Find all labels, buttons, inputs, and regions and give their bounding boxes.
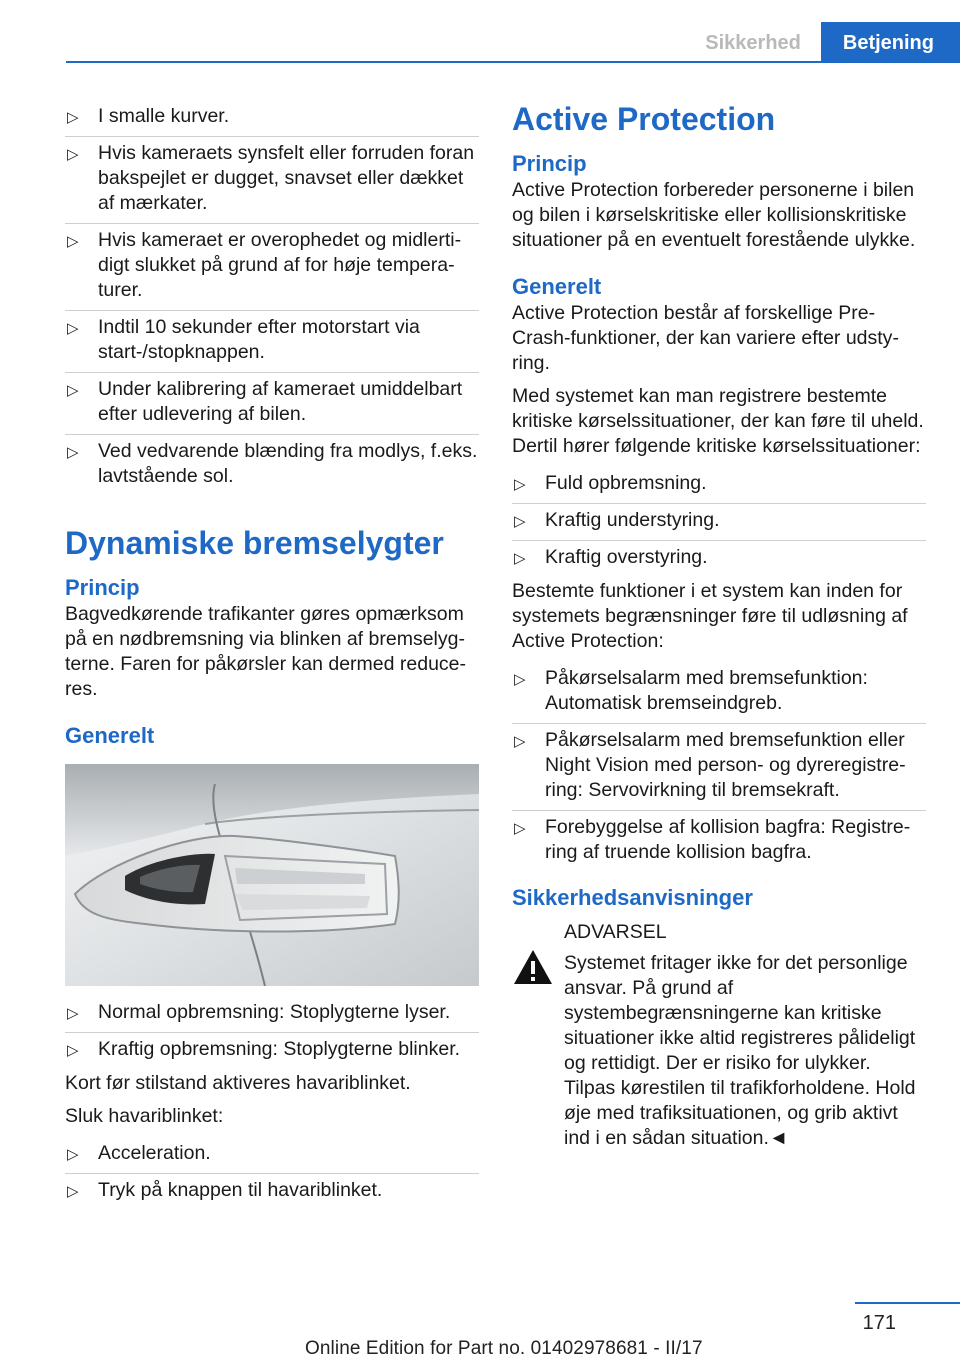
warning-block [512,920,926,1151]
brake-behavior-list [65,996,479,1069]
warning-triangle-icon [512,948,554,986]
princip-text: Active Protection forbereder personerne i bilen og bilen i kørselskritiske eller kollisionskritiske situationer på en eventuelt forestående ulykke. [512,179,916,251]
page-number: 171 [862,1312,896,1334]
heading-princip: Princip [65,575,140,600]
bullet-triangle-icon: ▷ [67,1183,79,1200]
warning-title: ADVARSEL [564,921,667,943]
bullet-triangle-icon: ▷ [67,146,79,163]
heading-princip: Princip [512,151,587,176]
edition-line: Online Edition for Part no. 01402978681 - II/17 [305,1338,703,1359]
bullet-triangle-icon: ▷ [514,476,526,493]
generelt-text-2: Med systemet kan man registrere bestemte kritiske kørselssituationer, der kan føre til uheld. Dertil hører følgende kritiske kørselssituationer: [512,385,924,457]
bullet-triangle-icon: ▷ [514,733,526,750]
list-item: ▷ Indtil 10 sekunder efter motorstart via start-/stopknappen. [65,310,479,372]
list-item: ▷ Hvis kameraets synsfelt eller forruden foran bakspejlet er dugget, snavset eller dækket af mærkater. [65,136,479,223]
list-item: ▷ Hvis kameraet er overophedet og midlertidigt slukket på grund af for høje temperaturer. [65,223,479,310]
list-item: ▷ Acceleration. [65,1137,479,1173]
bullet-triangle-icon: ▷ [67,109,79,126]
bullet-triangle-icon: ▷ [67,233,79,250]
left-column [65,100,479,1212]
heading-generelt: Generelt [512,274,602,299]
heading-generelt: Generelt [65,723,155,748]
page-header [685,22,960,62]
functions-text: Bestemte funktioner i et system kan inden for systemets begrænsninger føre til udløsning af Active Protection: [512,580,908,652]
list-item: ▷ Kraftig overstyring. [512,540,926,577]
list-item: ▷ Ved vedvarende blænding fra modlys, f.eks. lavtstående sol. [65,434,479,496]
list-item: ▷ Under kalibrering af kameraet umiddelbart efter udlevering af bilen. [65,372,479,434]
header-divider [66,61,960,63]
bullet-triangle-icon: ▷ [514,671,526,688]
section-title-dynamic-brake-lights: Dynamiske bremselygter [65,525,444,561]
right-column [512,100,926,1151]
list-item: ▷ Forebyggelse af kollision bagfra: Registrering af truende kollision bagfra. [512,810,926,872]
bullet-triangle-icon: ▷ [67,1005,79,1022]
tab-betjening[interactable]: Betjening [821,22,960,62]
bullet-triangle-icon: ▷ [67,1042,79,1059]
bullet-triangle-icon: ▷ [514,550,526,567]
bullet-triangle-icon: ▷ [514,513,526,530]
list-item: ▷ Kraftig understyring. [512,503,926,540]
hazard-off-text: Sluk havariblinket: [65,1105,224,1127]
functions-list [512,662,926,872]
list-item: ▷ Tryk på knappen til havariblinket. [65,1173,479,1210]
brake-light-photo [65,764,479,986]
bullet-triangle-icon: ▷ [67,320,79,337]
list-item: ▷ Fuld opbremsning. [512,467,926,503]
bullet-triangle-icon: ▷ [67,382,79,399]
list-item: ▷ Normal opbremsning: Stoplygterne lyser. [65,996,479,1032]
bullet-triangle-icon: ▷ [67,444,79,461]
hazard-off-list [65,1137,479,1210]
camera-limits-list [65,100,479,496]
list-item: ▷ Påkørselsalarm med bremsefunktion: Automatisk bremseindgreb. [514,667,868,714]
section-title-active-protection: Active Protection [512,101,776,137]
critical-situations-list [512,467,926,577]
bullet-triangle-icon: ▷ [67,1146,79,1163]
heading-safety: Sikkerhedsanvisninger [512,885,753,910]
footer-divider [855,1302,960,1304]
list-item: ▷ Kraftig opbremsning: Stoplygterne blinker. [65,1032,479,1069]
princip-text: Bagvedkørende trafikanter gøres opmærksom på en nødbremsning via blinken af bremselygterne. Faren for påkørsler kan dermed reduceres. [65,603,467,700]
tab-sikkerhed[interactable]: Sikkerhed [685,22,821,62]
list-item: ▷ I smalle kurver. [65,100,479,136]
bullet-triangle-icon: ▷ [514,820,526,837]
list-item: ▷ Påkørselsalarm med bremsefunktion eller Night Vision med person- og dyreregistrering: Servovirkning til bremsekraft. [512,723,926,810]
generelt-text-1: Active Protection består af forskellige Pre-Crash-funktioner, der kan variere efter udstyring. [512,302,899,374]
hazard-auto-text: Kort før stilstand aktiveres havariblinket. [65,1072,411,1094]
warning-text: Systemet fritager ikke for det personlige ansvar. På grund af systembegrænsningerne kan kritiske situationer ikke altid registreres pålideligt og rettidigt. Der er risiko for ulykker. Tilpas kørestilen til trafikforholdene. Hold øje med trafiksituationen, og grib aktivt ind i en sådan situation.◄ [564,952,916,1149]
